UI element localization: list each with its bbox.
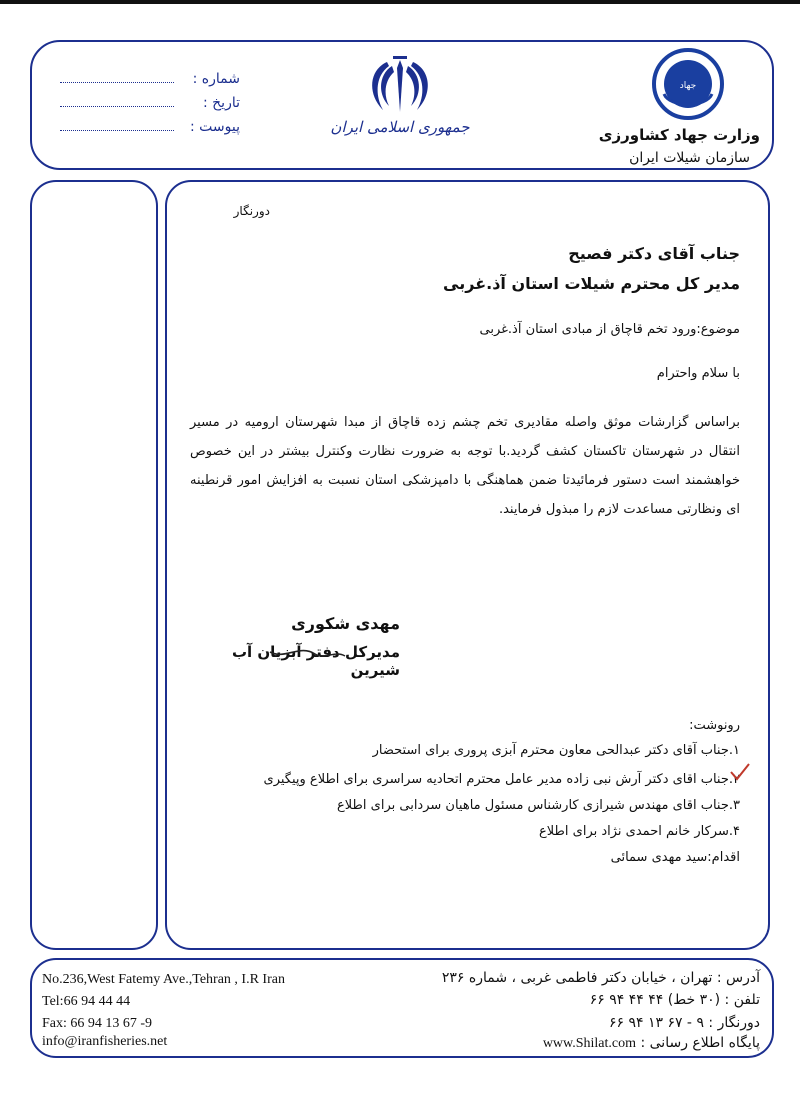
logo-lettering: جهاد xyxy=(679,81,697,91)
website-link[interactable]: www.Shilat.com xyxy=(542,1036,637,1051)
cc-item: ۳.جناب اقای مهندس شیرازی کارشناس مسئول ماهیان سردابی برای اطلاع xyxy=(337,798,740,813)
organization-name: سازمان شیلات ایران xyxy=(629,150,750,166)
persian-fax: دورنگار : ۹ - ۶۷ ۱۳ ۹۴ ۶۶ xyxy=(608,1015,760,1031)
persian-address: آدرس : تهران ، خیابان دکتر فاطمی غربی ، شماره ۲۳۶ xyxy=(441,970,760,986)
website-label: پایگاه اطلاع رسانی : xyxy=(640,1035,760,1051)
letter-subject: موضوع:ورود تخم قاچاق از مبادی استان آذ.غربی xyxy=(479,322,740,337)
ministry-logo xyxy=(650,46,726,122)
field-date-label: تاریخ : xyxy=(202,95,240,111)
email-link[interactable]: info@iranfisheries.net xyxy=(42,1034,168,1049)
english-fax: Fax: 66 94 13 67 -9 xyxy=(42,1016,153,1031)
letter-body-text: براساس گزارشات موثق واصله مقادیری تخم چشم زده قاچاق از مبدا شهرستان ارومیه در مسیر انتقال در شهرستان تاکستان کشف گردید.با توجه به ضرورت نظارت وکنترل بیشتر در این خصوص خواهشمند است دستور فرمائیدتا ضمن هماهنگی با دامپزشکی استان نسبت به افزایش امور قرنطینه ای ونظارتی مساعدت لازم را مبذول فرمایند. xyxy=(190,415,740,517)
field-number-label: شماره : xyxy=(192,71,240,87)
english-address: No.236,West Fatemy Ave.,Tehran , I.R Iran xyxy=(42,972,285,987)
top-border-line xyxy=(0,0,800,4)
english-phone: Tel:66 94 44 44 xyxy=(42,994,131,1009)
recipient-name: جناب آقای دکتر فصیح xyxy=(568,244,740,263)
website-line xyxy=(420,1035,760,1052)
action-officer: اقدام:سید مهدی سمائی xyxy=(610,850,740,865)
field-date-blank xyxy=(60,94,174,107)
field-attachment xyxy=(60,118,240,142)
ministry-name: وزارت جهاد کشاورزی xyxy=(598,126,760,144)
cc-item: ۱.جناب آقای دکتر عبدالحی معاون محترم آبزی پروری برای استحضار xyxy=(372,743,740,758)
cc-item: ۴.سرکار خانم احمدی نژاد برای اطلاع xyxy=(539,824,740,839)
field-attachment-blank xyxy=(60,118,174,131)
letter-greeting: با سلام واحترام xyxy=(656,366,740,381)
signature-mark xyxy=(240,630,380,670)
field-attachment-label: پیوست : xyxy=(190,119,240,135)
field-number xyxy=(60,70,240,94)
checkmark-icon xyxy=(729,762,751,782)
fax-label: دورنگار xyxy=(233,204,270,218)
reference-fields xyxy=(60,70,240,142)
cc-item: ۲.جناب اقای دکتر آرش نبی زاده مدیر عامل محترم اتحادیه سراسری برای اطلاع وپیگیری xyxy=(263,772,740,787)
emblem-caption: جمهوری اسلامی ایران xyxy=(330,118,470,136)
recipient-title: مدیر کل محترم شیلات استان آذ.غربی xyxy=(443,274,740,293)
side-margin-frame xyxy=(30,180,158,950)
persian-phone: تلفن : (۳۰ خط) ۴۴ ۴۴ ۹۴ ۶۶ xyxy=(589,992,760,1008)
field-date xyxy=(60,94,240,118)
iran-emblem-icon xyxy=(365,54,435,118)
cc-label: رونوشت: xyxy=(689,718,740,733)
signer-name: مهدی شکوری xyxy=(291,614,400,633)
field-number-blank xyxy=(60,70,174,83)
signer-title: مدیرکل دفتر آبزیان آب شیرین xyxy=(231,643,400,679)
